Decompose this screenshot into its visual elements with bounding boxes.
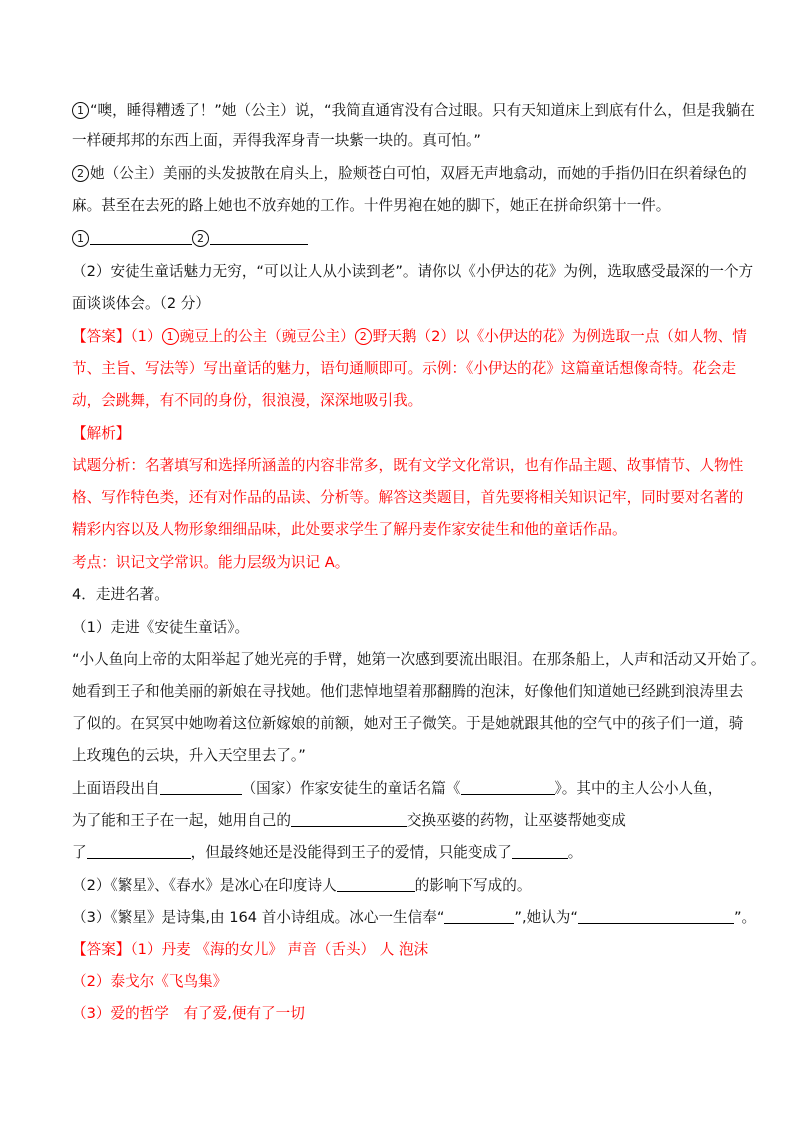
circled-number-1: 1: [162, 328, 179, 345]
answer-blanks-row: [72, 229, 308, 249]
q3-kaodian: 考点：识记文学常识。能力层级为识记 A。: [72, 554, 350, 571]
q4-quote-line-2: 她看到王子和他美丽的新娘在寻找她。他们悲悼地望着那翻腾的泡沫，好像他们知道她已经跳到浪涛里去: [72, 683, 744, 700]
blank-title[interactable]: [461, 779, 555, 795]
blank-exchange[interactable]: [291, 811, 407, 827]
blank-2[interactable]: [210, 229, 308, 245]
material-1-line-2: 一样硬邦邦的东西上面，弄得我浑身青一块紫一块的。真可怕。”: [72, 132, 481, 149]
blank-became[interactable]: [87, 843, 191, 859]
q3-analysis-label: 【解析】: [72, 425, 131, 442]
q3-answer-line-2: 节、主旨、写法等）写出童话的魅力，语句通顺即可。示例：《小伊达的花》这篇童话想像奇特。花会走: [72, 360, 737, 377]
q3-answer-line-1: 【答案】（1） 1 豌豆上的公主（豌豆公主） 2 野天鹅（2）以《小伊达的花》为例选取一点（如人物、情: [72, 328, 747, 345]
q3-analysis-line-3: 精彩内容以及人物形象细细品味，此处要求学生了解丹麦作家安徒生和他的童话作品。: [72, 521, 627, 538]
q4-fill-line-c: 了 ，但最终她还是没能得到王子的爱情，只能变成了 。: [72, 844, 583, 861]
material-2-line-1: 2 她（公主）美丽的头发披散在肩头上，脸颊苍白可怕，双唇无声地翕动，而她的手指仍旧在织着绿色的: [72, 164, 747, 184]
q4-quote-line-1: “小人鱼向上帝的太阳举起了她光亮的手臂，她第一次感到要流出眼泪。在那条船上，人声和活动又开始了。: [72, 651, 766, 668]
blank-1[interactable]: [90, 229, 192, 245]
q3-analysis-line-1: 试题分析：名著填写和选择所涵盖的内容非常多，既有文学文化常识，也有作品主题、故事情节、人物性: [72, 457, 744, 474]
material-2-line-2: 麻。甚至在去死的路上她也不放弃她的工作。十件男袍在她的脚下，她正在拼命织第十一件。: [72, 197, 671, 214]
blank-poet[interactable]: [337, 876, 415, 892]
blank-finally[interactable]: [512, 843, 568, 859]
q4-title: 4．走进名著。: [72, 586, 169, 603]
q3-analysis-line-2: 格、写作特色类，还有对作品的品读、分析等。解答这类题目，首先要将相关知识记牢，同时要对名著的: [72, 489, 744, 506]
circled-number-2: 2: [192, 230, 209, 247]
q4-answer-line-3: （3）爱的哲学 有了爱,便有了一切: [72, 1005, 305, 1022]
q4-quote-line-3: 了似的。在冥冥中她吻着这位新嫁娘的前额，她对王子微笑。于是她就跟其他的空气中的孩子们一道，骑: [72, 715, 744, 732]
circled-number-1: 1: [72, 102, 89, 119]
circled-number-1: 1: [72, 230, 89, 247]
circled-number-2: 2: [355, 328, 372, 345]
circled-number-2: 2: [72, 165, 89, 182]
q4-answer-line-2: （2）泰戈尔《飞鸟集》: [72, 973, 228, 990]
q4-sub1: （1）走进《安徒生童话》。: [72, 619, 250, 636]
q4-sub3: （3）《繁星》是诗集,由 164 首小诗组成。冰心一生信奉“ ”,她认为“ ”。: [72, 909, 757, 926]
q3-sub2-line-1: （2）安徒生童话魅力无穷，“可以让人从小读到老”。请你以《小伊达的花》为例，选取感受最深的一个方: [72, 263, 754, 280]
q4-sub2: （2）《繁星》、《春水》是冰心在印度诗人 的影响下写成的。: [72, 877, 532, 894]
q3-answer-line-3: 动，会跳舞，有不同的身份，很浪漫，深深地吸引我。: [72, 392, 423, 409]
blank-belief[interactable]: [444, 908, 514, 924]
q4-fill-line-b: 为了能和王子在一起，她用自己的 交换巫婆的药物，让巫婆帮她变成: [72, 812, 626, 829]
blank-view[interactable]: [578, 908, 734, 924]
q4-answer-line-1: 【答案】（1）丹麦 《海的女儿》 声音（舌头） 人 泡沫: [72, 941, 429, 958]
q3-sub2-line-2: 面谈谈体会。（2 分）: [72, 295, 210, 312]
q4-fill-line-a: 上面语段出自 （国家）作家安徒生的童话名篇《 》。其中的主人公小人鱼，: [72, 780, 723, 797]
q4-quote-line-4: 上玫瑰色的云块，升入天空里去了。”: [72, 747, 306, 764]
material-1-line-1: 1 “噢，睡得糟透了！”她（公主）说，“我简直通宵没有合过眼。只有天知道床上到底有什么，但是我躺在: [72, 101, 755, 121]
blank-country[interactable]: [160, 779, 242, 795]
